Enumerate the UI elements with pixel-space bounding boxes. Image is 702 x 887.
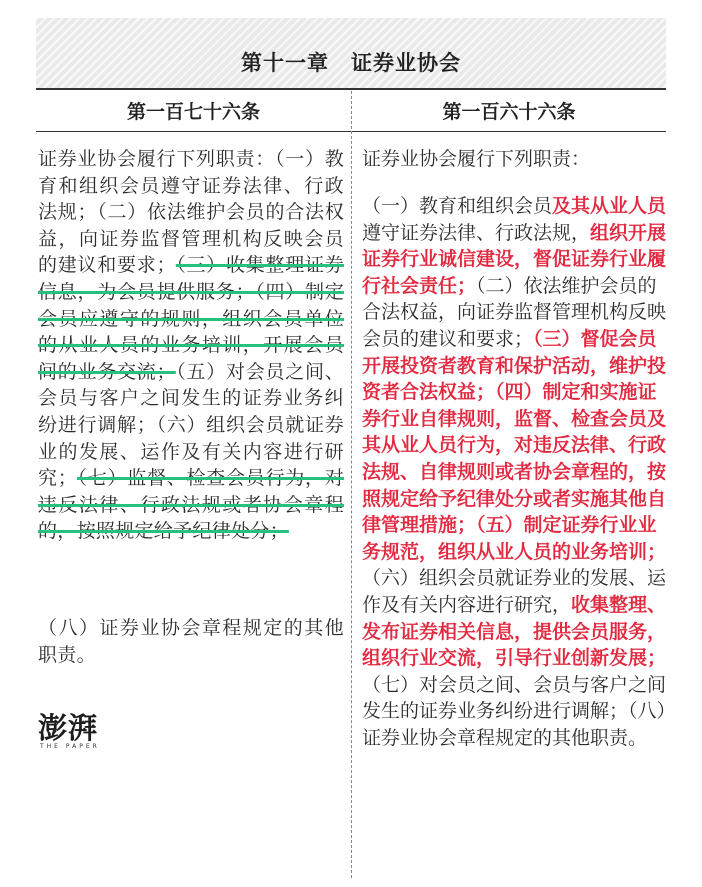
right-text-5: （七）对会员之间、会员与客户之间发生的证券业务纠纷进行调解；（八）证券业协会章程规定的其他职责。	[362, 673, 667, 749]
chapter-title: 第十一章 证券业协会	[241, 51, 461, 75]
right-article-body	[362, 193, 670, 751]
left-article-body	[38, 146, 344, 545]
left-column-heading: 第一百七十六条	[126, 101, 260, 123]
right-text-4: （六）组织会员就证券业的发展、运作及有关内容进行研究，	[362, 567, 667, 616]
right-text-3: （二）依法维护会员的合法权益，向证券监督管理机构反映会员的建议和要求；	[362, 274, 667, 350]
left-article-closing: （八）证券业协会章程规定的其他职责。	[38, 617, 344, 666]
logo-brand: 澎湃	[38, 711, 99, 745]
right-added-3: （三）督促会员开展投资者教育和保护活动，维护投资者合法权益；（四）制定和实施证券行业自律规则，监督、检查会员及其从业人员行为，对违反法律、行政法规、自律规则或者协会章程的，按照规定给予纪律处分或者实施其他自律管理措施；（五）制定证券行业业务规范，组织从业人员的业务培训；	[362, 327, 667, 563]
left-text-kept-2: （五）对会员之间、会员与客户之间发生的证券业务纠纷进行调解；（六）组织会员就证券业的发展、运作及有关内容进行研究；	[38, 360, 344, 490]
right-article-intro: 证券业协会履行下列职责：	[362, 148, 591, 170]
the-paper-logo	[38, 713, 138, 753]
left-text-deleted-1: （三）收集整理证券信息，为会员提供服务；（四）制定会员应遵守的规则，组织会员单位的从业人员的业务培训，开展会员间的业务交流；	[38, 254, 344, 383]
right-column-heading: 第一百六十六条	[442, 101, 576, 123]
column-divider	[351, 91, 352, 878]
left-text-kept-1: 证券业协会履行下列职责：（一）教育和组织会员遵守证券法律、行政法规；（二）依法维护会员的合法权益，向证券监督管理机构反映会员的建议和要求；	[38, 148, 344, 277]
right-added-4: 收集整理、发布证券相关信息，提供会员服务，组织行业交流，引导行业创新发展；	[362, 593, 667, 670]
chapter-header	[36, 18, 666, 88]
right-text-1: （一）教育和组织会员	[362, 195, 553, 217]
left-text-deleted-2: （七）监督、检查会员行为，对违反法律、行政法规或者协会章程的，按照规定给予纪律处分；	[38, 467, 344, 543]
right-added-2: 组织开展证券行业诚信建设，督促证券行业履行社会责任；	[362, 221, 667, 297]
header-rule	[36, 88, 666, 90]
right-added-1: 及其从业人员	[552, 195, 667, 217]
logo-tagline: THE PAPER	[40, 743, 100, 750]
right-text-2: 遵守证券法律、行政法规，	[362, 221, 591, 244]
